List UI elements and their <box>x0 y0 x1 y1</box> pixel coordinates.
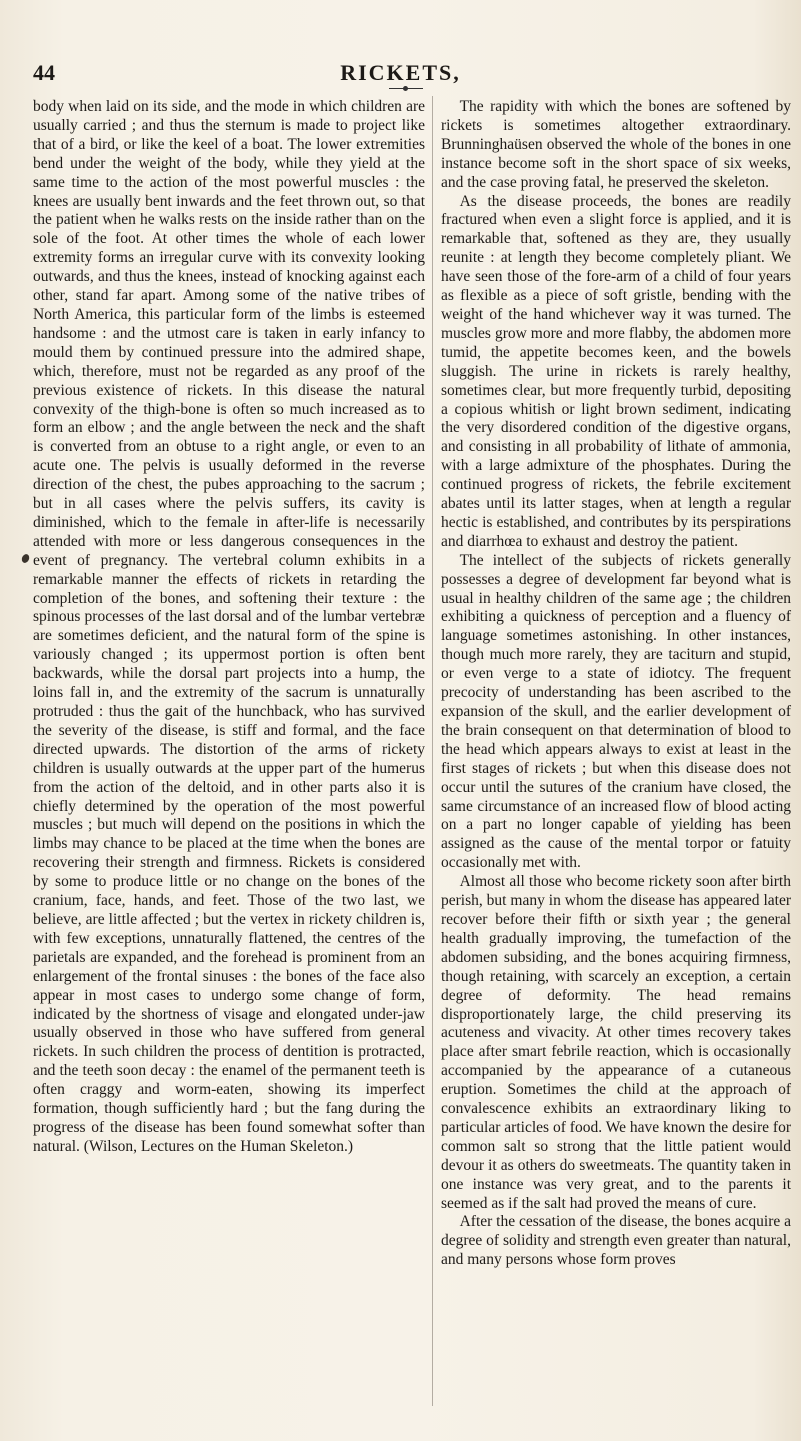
header-ornament <box>389 88 423 89</box>
right-paragraph: The intellect of the subjects of rickets generally possesses a degree of development far beyond what is usual in healthy children of the same age ; the children exhibiting a quickness of perception and a fluency of language sometimes astonishing. In other instances, though much more rarely, they are taciturn and stupid, or even verge to a state of idiotcy. The frequent precocity of understanding has been ascribed to the expansion of the skull, and the earlier development of the brain consequent on that determination of blood to the head which appears always to exist at least in the first stages of rickets ; but when this disease does not occur until the sutures of the cranium have closed, the same circumstance of an increased flow of blood acting on a part no longer capable of yielding has been assigned as the cause of the mental torpor or fatuity occasionally met with. <box>441 551 791 872</box>
right-paragraph: Almost all those who become rickety soon after birth perish, but many in whom the disease has appeared later recover before their fifth or sixth year ; the general health gradually improving, the tumefaction of the abdomen subsiding, and the bones acquiring firmness, though retaining, with scarcely an exception, a certain degree of deformity. The head remains disproportionately large, the child preserving its acuteness and vivacity. At other times recovery takes place after smart febrile reaction, which is occasionally accompanied by the appearance of a cutaneous eruption. Sometimes the child at the approach of convalescence exhibits an extraordinary liking to particular articles of food. We have known the desire for common salt so strong that the little patient would devour it as others do sweetmeats. The quantity taken in one instance was very great, and to the parents it seemed as if the salt had proved the means of cure. <box>441 873 791 1212</box>
right-paragraph: As the disease proceeds, the bones are readily fractured when even a slight force is applied, and it is remarkable that, softened as they are, they usually reunite : at length they become completely pliant. We have seen those of the fore-arm of a child of four years as flexible as a piece of soft gristle, bending with the weight of the hand whichever way it was turned. The muscles grow more and more flabby, the abdomen more tumid, the appetite becomes keen, and the bowels sluggish. The urine in rickets is rarely healthy, sometimes clear, but more frequently turbid, depositing a copious whitish or light brown sediment, indicating the very disordered condition of the digestive organs, and consisting in all probability of lithate of ammonia, with a large admixture of the phosphates. During the continued progress of rickets, the febrile excitement abates until its latter stages, when at length a regular hectic is established, and contributes by its perspirations and diarrhœa to exhaust and destroy the patient. <box>441 192 791 550</box>
right-column <box>441 98 791 1270</box>
running-title: RICKETS, <box>340 60 461 85</box>
right-paragraph: The rapidity with which the bones are softened by rickets is sometimes altogether extraordinary. Brunninghaüsen observed the whole of the bones in one instance become soft in the short space of six weeks, and the case proving fatal, he preserved the skeleton. <box>441 98 791 191</box>
left-column <box>33 98 425 1157</box>
column-divider <box>432 96 433 1406</box>
ink-speck <box>20 553 30 564</box>
page-number: 44 <box>33 60 55 85</box>
right-paragraph: After the cessation of the disease, the bones acquire a degree of solidity and strength even greater than natural, and many persons whose form proves <box>441 1213 791 1269</box>
left-paragraph: body when laid on its side, and the mode in which children are usually carried ; and thus the sternum is made to project like that of a bird, or like the keel of a boat. The lower extremities bend under the weight of the body, while they yield at the same time to the action of the most powerful muscles : the knees are usually bent inwards and the feet thrown out, so that the patient when he walks rests on the inside rather than on the sole of the foot. At other times the whole of each lower extremity forms an irregular curve with its convexity looking outwards, and thus the knees, instead of knocking against each other, stand far apart. Among some of the native tribes of North America, this particular form of the limbs is esteemed handsome : and the utmost care is taken in early infancy to mould them by continued pressure into the admired shape, which, therefore, must not be regarded as any proof of the previous existence of rickets. In this disease the natural convexity of the thigh-bone is often so much increased as to form an elbow ; and the angle between the neck and the shaft is converted from an obtuse to a right angle, or even to an acute one. The pelvis is usually deformed in the reverse direction of the chest, the pubes approaching to the sacrum ; but in all cases where the pelvis suffers, its cavity is diminished, which to the female in after-life is necessarily attended with more or less dangerous consequences in the event of pregnancy. The vertebral column exhibits in a remarkable manner the effects of rickets in retarding the completion of the bones, and softening their texture : the spinous processes of the last dorsal and of the lumbar vertebræ are sometimes deficient, and the natural form of the spine is variously changed ; its uppermost portion is often bent backwards, while the dorsal part projects into a hump, the loins fall in, and the extremity of the sacrum is unnaturally protruded : thus the gait of the hunchback, who has survived the severity of the disease, is stiff and formal, and the face directed upwards. The distortion of the arms of rickety children is usually outwards at the upper part of the humerus from the action of the deltoid, and in other parts also it is chiefly determined by the operation of the most powerful muscles ; but much will depend on the positions in which the limbs may chance to be placed at the time when the bones are recovering their strength and firmness. Rickets is considered by some to produce little or no change on the bones of the cranium, face, hands, and feet. Those of the two last, we believe, are little affected ; but the vertex in rickety children is, with few exceptions, unnaturally flattened, the centres of the parietals are expanded, and the forehead is prominent from an enlargement of the frontal sinuses : the bones of the face also appear in most cases to undergo some change of form, indicated by the shortness of visage and elongated under-jaw usually observed in those who have suffered from general rickets. In such children the process of dentition is protracted, and the teeth soon decay : the enamel of the permanent teeth is often craggy and worm-eaten, showing its imperfect formation, though sufficiently hard ; but the fang during the progress of the disease has been found somewhat softer than natural. (Wilson, Lectures on the Human Skeleton.) <box>33 98 425 1155</box>
